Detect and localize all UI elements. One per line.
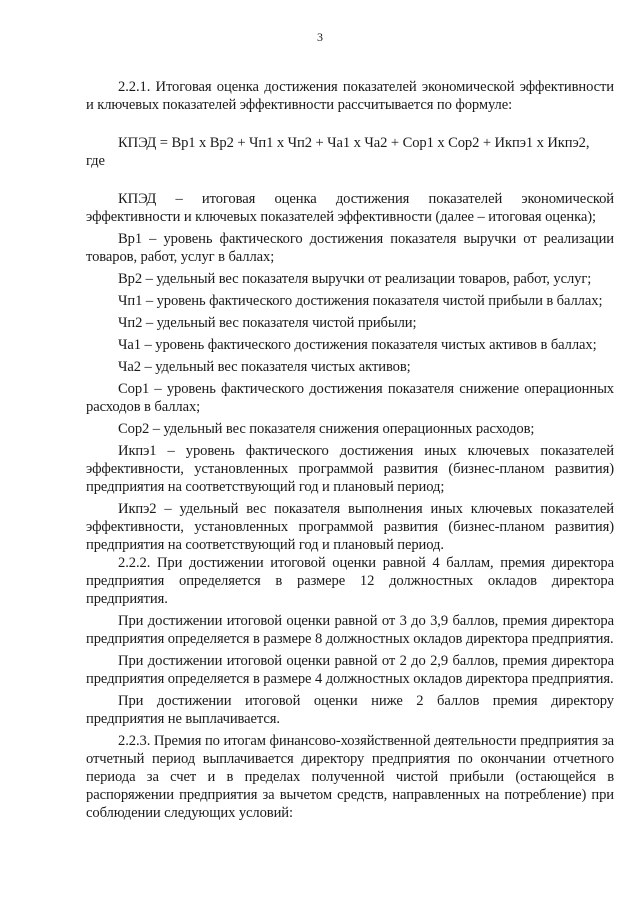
- definition-ikpe2: Икпэ2 – удельный вес показателя выполнения иных ключевых показателей эффективности, установленных программой развития (бизнес-планом развития) предприятия на соответствующий год и плановый период.: [86, 501, 614, 553]
- definition-cha1: Ча1 – уровень фактического достижения показателя чистых активов в баллах;: [118, 337, 597, 353]
- document-body: [86, 78, 614, 822]
- definition-kped: КПЭД – итоговая оценка достижения показателей экономической эффективности и ключевых показателей эффективности (далее – итоговая оценка);: [86, 191, 614, 225]
- formula-where: где: [86, 153, 105, 169]
- clause-2-2-1: 2.2.1. Итоговая оценка достижения показателей экономической эффективности и ключевых показателей эффективности рассчитывается по формуле:: [86, 79, 614, 113]
- definition-vr1: Вр1 – уровень фактического достижения показателя выручки от реализации товаров, работ, услуг в баллах;: [86, 231, 614, 265]
- definition-chp2: Чп2 – удельный вес показателя чистой прибыли;: [118, 315, 417, 331]
- bonus-rule-3-to-3-9: При достижении итоговой оценки равной от 3 до 3,9 баллов, премия директора предприятия определяется в размере 8 должностных окладов директора предприятия.: [86, 613, 614, 647]
- definition-sor2: Сор2 – удельный вес показателя снижения операционных расходов;: [118, 421, 535, 437]
- definition-cha2: Ча2 – удельный вес показателя чистых активов;: [118, 359, 411, 375]
- page-number: 3: [317, 30, 323, 44]
- definition-vr2: Вр2 – удельный вес показателя выручки от реализации товаров, работ, услуг;: [118, 271, 592, 287]
- bonus-rule-below-2: При достижении итоговой оценки ниже 2 баллов премия директору предприятия не выплачивается.: [86, 693, 614, 727]
- definition-sor1: Сор1 – уровень фактического достижения показателя снижение операционных расходов в баллах;: [86, 381, 614, 415]
- formula-kped: КПЭД = Вр1 х Вр2 + Чп1 х Чп2 + Ча1 х Ча2 + Сор1 х Сор2 + Икпэ1 х Икпэ2,: [118, 135, 590, 151]
- clause-2-2-2: 2.2.2. При достижении итоговой оценки равной 4 баллам, премия директора предприятия определяется в размере 12 должностных окладов директора предприятия.: [86, 555, 614, 607]
- definition-ikpe1: Икпэ1 – уровень фактического достижения иных ключевых показателей эффективности, установленных программой развития (бизнес-планом развития) предприятия на соответствующий год и плановый период;: [86, 443, 614, 495]
- clause-2-2-3: 2.2.3. Премия по итогам финансово-хозяйственной деятельности предприятия за отчетный период выплачивается директору предприятия по окончании отчетного периода за счет и в пределах полученной чистой прибыли (остающейся в распоряжении предприятия за вычетом средств, направленных на потребление) при соблюдении следующих условий:: [86, 733, 614, 821]
- definition-chp1: Чп1 – уровень фактического достижения показателя чистой прибыли в баллах;: [118, 293, 603, 309]
- bonus-rule-2-to-2-9: При достижении итоговой оценки равной от 2 до 2,9 баллов, премия директора предприятия определяется в размере 4 должностных окладов директора предприятия.: [86, 653, 614, 687]
